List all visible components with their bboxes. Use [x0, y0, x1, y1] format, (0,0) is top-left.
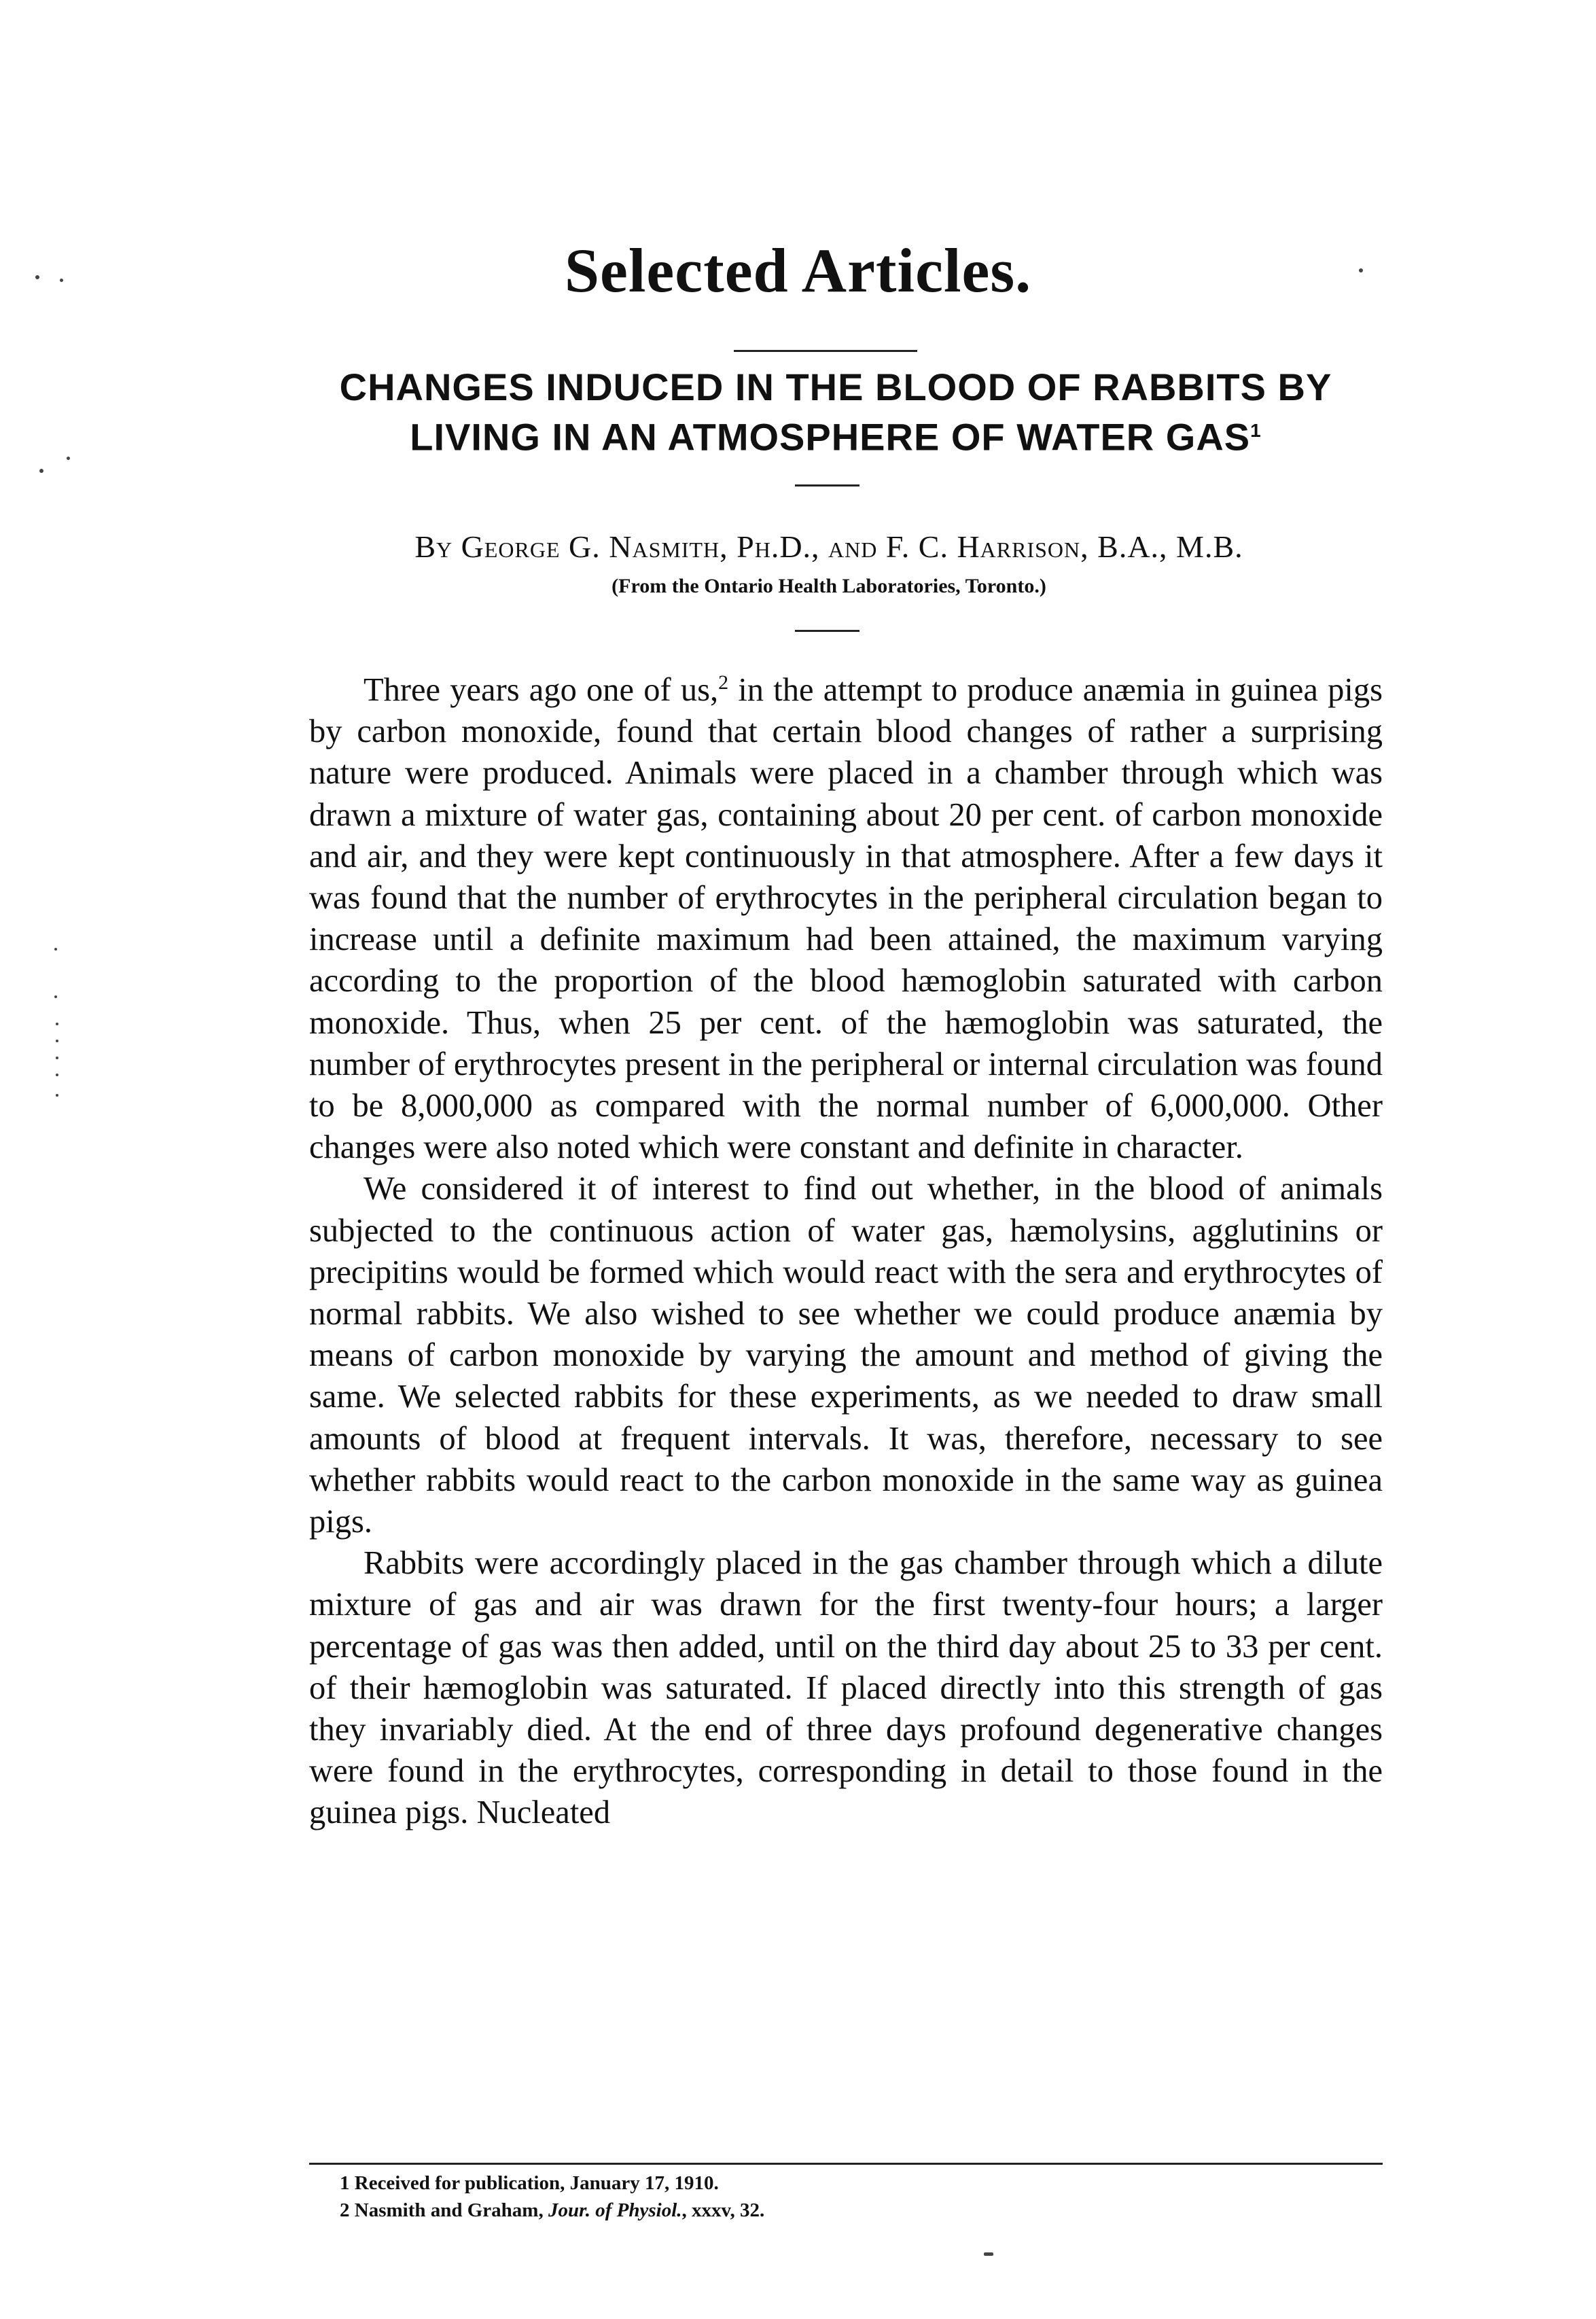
scan-speck	[67, 457, 70, 460]
scan-speck	[54, 995, 57, 998]
article-title	[292, 366, 1379, 459]
footnote-2-authors: 2 Nasmith and Graham,	[340, 2199, 548, 2221]
article-body	[309, 669, 1383, 1834]
affiliation: (From the Ontario Health Laboratories, Toronto.)	[611, 575, 1046, 597]
paragraph-2: We considered it of interest to find out whether, in the blood of animals subjected to the continuous action of water gas, hæmolysins, agglutinins or precipitins would be formed which would react with the sera and erythrocytes of normal rabbits. We also wished to see whether we could produce anæmia by means of carbon monoxide by varying the amount and method of giving the same. We selected rabbits for these experiments, as we needed to draw small amounts of blood at frequent intervals. It was, therefore, necessary to see whether rabbits would react to the carbon monoxide in the same way as guinea pigs.	[309, 1171, 1383, 1540]
article-title-footnote-mark: 1	[1250, 420, 1262, 441]
byline-rule	[795, 484, 859, 486]
paragraph-1-start: Three years ago one of us,	[363, 672, 719, 708]
footnotes	[340, 2170, 1359, 2224]
footnote-1: 1 Received for publication, January 17, 1910.	[340, 2172, 719, 2194]
paragraph-1-rest: in the attempt to produce anæmia in guinea pigs by carbon monoxide, found that certain blood changes of rather a surprising nature were produced. Animals were placed in a chamber through which was drawn a mixture of water gas, containing about 20 per cent. of carbon monoxide and air, and they were kept continuously in that atmosphere. After a few days it was found that the number of erythrocytes in the peripheral circulation began to increase until a definite maximum had been attained, the maximum varying according to the proportion of the blood hæmoglobin saturated with carbon monoxide. Thus, when 25 per cent. of the hæmoglobin was saturated, the number of erythrocytes present in the peripheral or internal circulation was found to be 8,000,000 as compared with the normal number of 6,000,000. Other changes were also noted which were constant and definite in character.	[309, 672, 1383, 1166]
paragraph-3: Rabbits were accordingly placed in the gas chamber through which a dilute mixture of gas and air was drawn for the first twenty-four hours; a larger percentage of gas was then added, until on the third day about 25 to 33 per cent. of their hæmoglobin was saturated. If placed directly into this strength of gas they invariably died. At the end of three days profound degenerative changes were found in the erythrocytes, corresponding in detail to those found in the guinea pigs. Nucleated	[309, 1545, 1383, 1831]
scan-speck	[56, 1040, 58, 1042]
scan-speck	[39, 469, 43, 473]
scan-speck	[56, 1057, 58, 1059]
paragraph-1	[309, 669, 1383, 1168]
article-title-text: CHANGES INDUCED IN THE BLOOD OF RABBITS BY LIVING IN AN ATMOSPHERE OF WATER GAS	[339, 366, 1332, 459]
footnote-rule	[309, 2163, 1383, 2165]
title-rule	[734, 350, 917, 352]
scan-speck	[56, 1023, 58, 1025]
footnote-2	[340, 2197, 1359, 2224]
scan-speck	[984, 2252, 993, 2256]
scan-speck	[60, 279, 63, 282]
footnote-2-volume: , xxxv, 32.	[681, 2199, 765, 2221]
footnote-ref-2: 2	[718, 671, 729, 694]
scan-speck	[35, 275, 39, 279]
scan-speck	[56, 1094, 58, 1097]
byline: By George G. Nasmith, Ph.D., and F. C. Harrison, B.A., M.B.	[414, 529, 1243, 564]
section-title: Selected Articles.	[564, 236, 1032, 305]
scan-speck	[56, 1074, 58, 1076]
scan-speck	[54, 948, 57, 951]
scan-speck	[1359, 268, 1363, 272]
footnote-2-journal: Jour. of Physiol.	[548, 2199, 682, 2221]
body-rule	[795, 630, 859, 632]
